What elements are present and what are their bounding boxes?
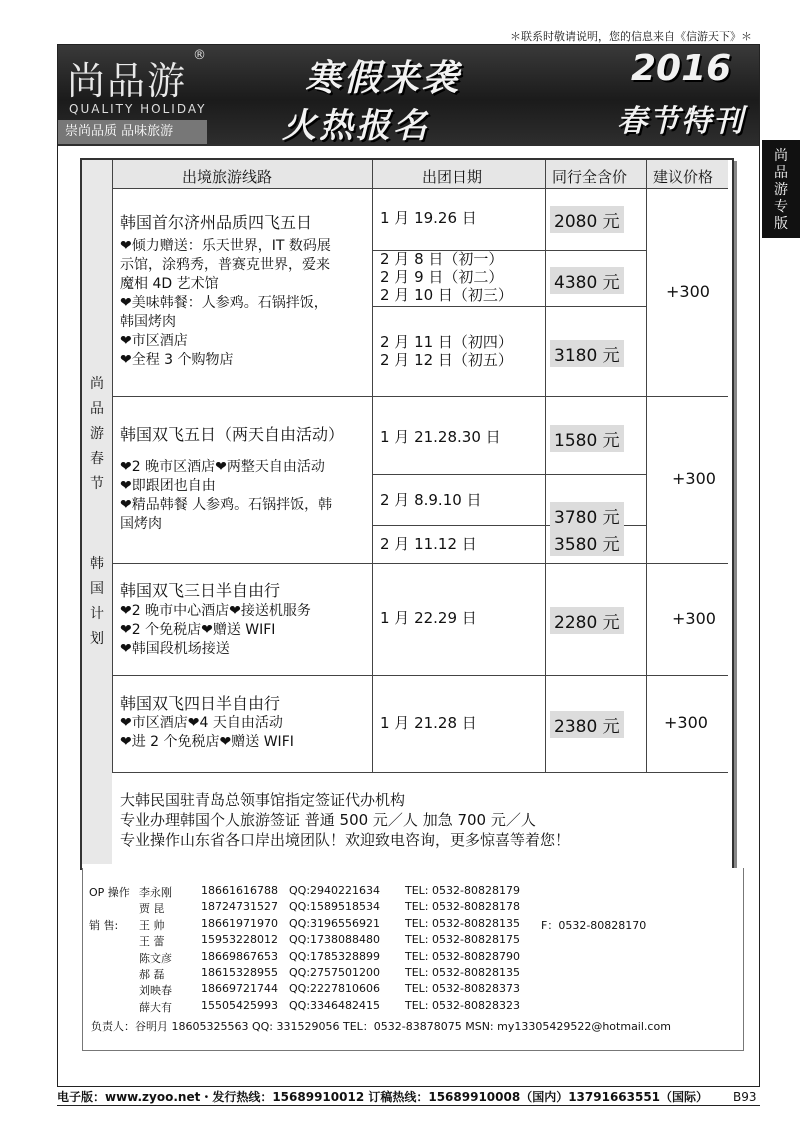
contact-tel: TEL: 0532-80828179 xyxy=(405,884,520,897)
contact-fax: F：0532-80828170 xyxy=(541,918,647,932)
side-tab-char: 版 xyxy=(774,216,788,232)
manager-line: 负责人：谷明月 18605325563 QQ: 331529056 TEL：0532-83878075 MSN: my13305429522@hotmail.com xyxy=(91,1020,671,1033)
departure-date: 1 月 19.26 日 xyxy=(380,209,477,227)
route-features: ❤倾力赠送：乐天世界，IT 数码展 示馆，涂鸦秀，普赛克世界，爱来 魔相 4D 艺术馆 ❤美味韩餐：人参鸡。石锅拌饭， 韩国烤肉 ❤市区酒店 ❤全程 3 个购物店 xyxy=(120,238,331,368)
contact-tel: TEL: 0532-80828135 xyxy=(405,916,520,930)
grid-line xyxy=(372,306,646,307)
grid-line xyxy=(112,772,728,773)
side-tab-char: 品 xyxy=(774,165,788,181)
contact-phone: 18661616788 xyxy=(201,884,278,897)
contact-phone: 15953228012 xyxy=(201,933,278,947)
net-price: 2280 元 xyxy=(550,607,624,634)
route-features: ❤市区酒店❤4 天自由活动 ❤进 2 个免税店❤赠送 WIFI xyxy=(120,715,294,750)
contact-name: 贾 昆 xyxy=(139,902,165,916)
footer-info: 电子版：www.zyoo.net・发行热线：15689910012 订稿热线：15689910008（国内）13791663551（国际） xyxy=(57,1090,709,1104)
contact-name: 刘映春 xyxy=(139,984,172,998)
contact-name: 郝 磊 xyxy=(139,968,165,981)
departure-date: 1 月 22.29 日 xyxy=(380,609,477,627)
contact-row xyxy=(83,917,743,933)
contact-qq: QQ:1738088480 xyxy=(289,933,381,947)
grid-line xyxy=(112,563,728,564)
contact-qq: QQ:2940221634 xyxy=(289,884,381,897)
visa-notice: 大韩民国驻青岛总领事馆指定签证代办机构 专业办理韩国个人旅游签证 普通 500 元／人 加急 700 元／人 专业操作山东省各口岸出境团队！欢迎致电咨询，更多惊喜等着您！ xyxy=(120,791,571,849)
suggested-price: +300 xyxy=(672,609,716,628)
contact-qq: QQ:3346482415 xyxy=(289,998,381,1012)
grid-line xyxy=(112,675,728,676)
net-price: 4380 元 xyxy=(550,267,624,294)
contact-tel: TEL: 0532-80828178 xyxy=(405,900,520,914)
grid-line xyxy=(372,474,646,475)
headline-1: 寒假来袭 xyxy=(305,58,462,99)
contact-role: 销 售: xyxy=(89,918,119,932)
headline-year: 2016 xyxy=(631,48,732,89)
contact-qq: QQ:1785328899 xyxy=(289,949,381,963)
route-title: 韩国双飞五日（两天自由活动） xyxy=(120,425,345,444)
net-price: 2080 元 xyxy=(550,206,624,233)
logo-english: QUALITY HOLIDAY xyxy=(69,102,207,116)
registered-mark: ® xyxy=(193,48,206,63)
net-price: 3580 元 xyxy=(550,529,624,556)
contact-tel: TEL: 0532-80828135 xyxy=(405,966,520,979)
net-price: 3780 元 xyxy=(550,502,624,529)
contact-name: 王 帅 xyxy=(139,918,165,932)
logo-text: 尚品游 xyxy=(67,59,188,103)
contact-row xyxy=(83,900,743,916)
route-title: 韩国双飞三日半自由行 xyxy=(120,581,281,600)
contact-phone: 18615328955 xyxy=(201,966,278,979)
vertical-label-korea: 韩 国 计 划 xyxy=(90,556,104,647)
contact-tel: TEL: 0532-80828175 xyxy=(405,933,520,947)
page-number: B93 xyxy=(733,1090,757,1104)
grid-line xyxy=(646,160,647,772)
grid-line xyxy=(372,160,373,772)
departure-date: 2 月 11.12 日 xyxy=(380,535,477,553)
contact-phone: 15505425993 xyxy=(201,998,278,1012)
contact-name: 陈文彦 xyxy=(139,951,172,965)
contact-role: OP 操作 xyxy=(89,886,130,899)
header-suggest-price: 建议价格 xyxy=(653,168,714,186)
contact-phone: 18661971970 xyxy=(201,916,278,930)
logo-slogan: 崇尚品质 品味旅游 xyxy=(57,120,207,144)
suggested-price: +300 xyxy=(664,713,708,732)
contact-row xyxy=(83,950,743,966)
net-price: 2380 元 xyxy=(550,711,624,738)
contact-phone: 18724731527 xyxy=(201,900,278,914)
vertical-label-cell xyxy=(82,160,112,864)
suggested-price: +300 xyxy=(666,282,710,301)
contact-row xyxy=(83,884,743,900)
contact-qq: QQ:2227810606 xyxy=(289,982,381,996)
departure-date: 1 月 21.28.30 日 xyxy=(380,428,501,446)
contact-row xyxy=(83,999,743,1015)
footer-rule xyxy=(57,1105,760,1106)
vertical-label-brand: 尚 品 游 春 节 xyxy=(90,376,104,492)
route-title: 韩国首尔济州品质四飞五日 xyxy=(120,213,313,232)
contact-tel: TEL: 0532-80828323 xyxy=(405,998,520,1012)
top-note: ＊联系时敬请说明，您的信息来自《信游天下》＊ xyxy=(510,30,752,43)
route-features: ❤2 晚市中心酒店❤接送机服务 ❤2 个免税店❤赠送 WIFI ❤韩国段机场接送 xyxy=(120,603,311,657)
suggested-price: +300 xyxy=(672,469,716,488)
grid-line xyxy=(112,160,113,772)
contact-phone: 18669721744 xyxy=(201,982,278,996)
side-tab xyxy=(762,140,800,238)
contact-phone: 18669867653 xyxy=(201,949,278,963)
grid-line xyxy=(545,160,546,772)
contact-tel: TEL: 0532-80828373 xyxy=(405,982,520,996)
contact-tel: TEL: 0532-80828790 xyxy=(405,949,520,963)
contact-name: 薛大有 xyxy=(139,1000,172,1014)
grid-line xyxy=(112,188,728,189)
side-tab-char: 尚 xyxy=(774,148,788,164)
headline-special: 春节特刊 xyxy=(617,104,745,139)
grid-line xyxy=(112,396,728,397)
contact-qq: QQ:1589518534 xyxy=(289,900,381,914)
departure-date: 2 月 8.9.10 日 xyxy=(380,491,482,509)
departure-date: 1 月 21.28 日 xyxy=(380,714,477,732)
side-tab-char: 专 xyxy=(774,199,788,215)
departure-date: 2 月 8 日（初一） 2 月 9 日（初二） 2 月 10 日（初三） xyxy=(380,250,513,304)
contact-row xyxy=(83,966,743,982)
contact-list xyxy=(82,868,744,1051)
contact-name: 李永刚 xyxy=(139,886,172,899)
net-price: 3180 元 xyxy=(550,340,624,367)
header-route: 出境旅游线路 xyxy=(182,168,273,186)
header-net-price: 同行全含价 xyxy=(552,168,628,186)
contact-row xyxy=(83,933,743,949)
route-title: 韩国双飞四日半自由行 xyxy=(120,694,281,713)
route-features: ❤2 晚市区酒店❤两整天自由活动 ❤即跟团也自由 ❤精品韩餐 人参鸡。石锅拌饭，韩 国烤肉 xyxy=(120,459,333,532)
contact-qq: QQ:2757501200 xyxy=(289,966,381,979)
net-price: 1580 元 xyxy=(550,425,624,452)
side-tab-char: 游 xyxy=(774,182,788,198)
contact-name: 王 蕾 xyxy=(139,935,165,949)
contact-qq: QQ:3196556921 xyxy=(289,916,381,930)
headline-2: 火热报名 xyxy=(282,106,430,146)
departure-date: 2 月 11 日（初四） 2 月 12 日（初五） xyxy=(380,333,513,369)
header-date: 出团日期 xyxy=(422,168,483,186)
contact-row xyxy=(83,982,743,998)
